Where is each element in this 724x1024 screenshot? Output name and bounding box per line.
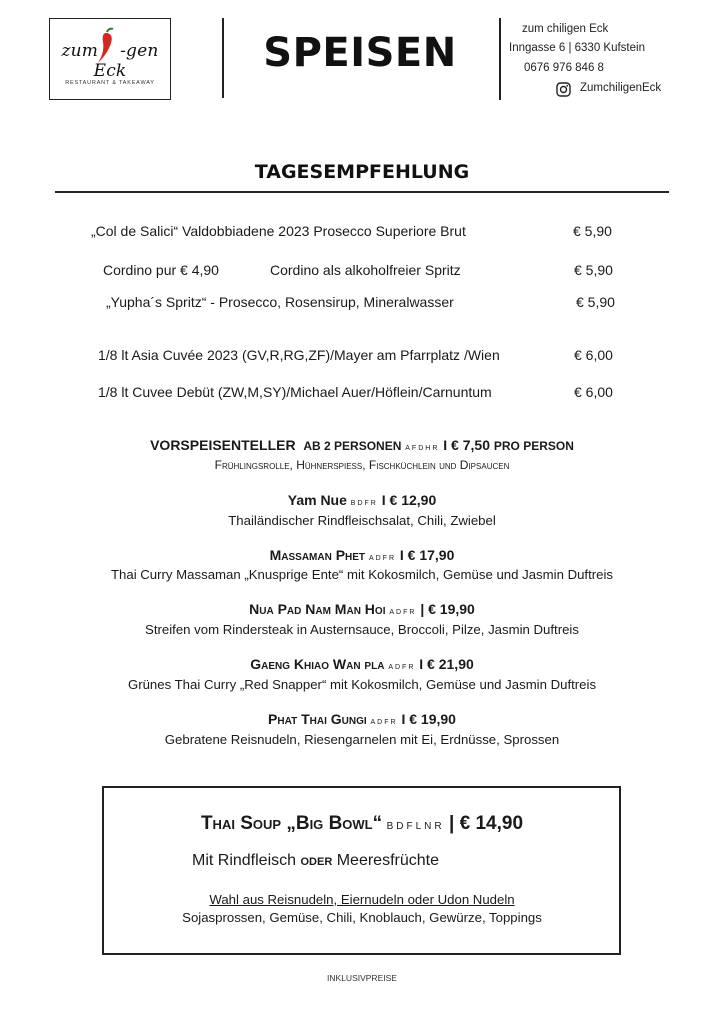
soup-option-b: Meeresfrüchte	[336, 852, 439, 869]
dish-desc: Streifen vom Rindersteak in Austernsauce, Broccoli, Pilze, Jasmin Duftreis	[145, 622, 579, 637]
soup-title-line	[0, 813, 724, 835]
allergen-codes: BDFR	[350, 500, 378, 507]
drink-name-secondary: Cordino als alkoholfreier Spritz	[270, 262, 461, 278]
dish-price: | € 19,90	[420, 601, 475, 617]
dish-title-line	[0, 656, 724, 672]
allergen-codes: AFDHR	[405, 445, 440, 452]
dish-price: I € 17,90	[399, 547, 455, 563]
drink-price: € 5,90	[576, 294, 615, 310]
starter-desc: Frühlingsrolle, Hühnerspieß, Fischküchlein und Dipsaucen	[214, 458, 510, 472]
starter-persons: AB 2 PERSONEN	[303, 439, 402, 453]
instagram-icon	[556, 82, 571, 102]
dish-price: I € 12,90	[381, 492, 437, 508]
allergen-codes: ADFR	[388, 664, 416, 671]
drink-name: 1/8 lt Cuvee Debüt (ZW,M,SY)/Michael Auer/Höflein/Carnuntum	[98, 384, 492, 400]
logo-text-right: -gen Eck	[93, 41, 159, 81]
soup-option-or: oder	[300, 852, 333, 869]
footer-note: INKLUSIVPREISE	[327, 973, 397, 983]
contact-address: Inngasse 6 | 6330 Kufstein	[509, 42, 645, 54]
drink-price: € 6,00	[574, 347, 613, 363]
dish-title-line	[0, 492, 724, 508]
allergen-codes: ADFR	[389, 609, 417, 616]
drink-price: € 6,00	[574, 384, 613, 400]
drink-name: „Yupha´s Spritz“ - Prosecco, Rosensirup, Mineralwasser	[106, 294, 454, 310]
soup-box	[102, 786, 621, 955]
drink-name: Cordino pur € 4,90	[103, 262, 219, 278]
drink-name: 1/8 lt Asia Cuvée 2023 (GV,R,RG,ZF)/Mayer am Pfarrplatz /Wien	[98, 347, 500, 363]
soup-title: Thai Soup „Big Bowl“	[200, 813, 383, 834]
dish-name: Nua Pad Nam Man Hoi	[249, 601, 386, 617]
dish-title-line	[0, 547, 724, 563]
soup-option-line	[192, 852, 439, 870]
starter-title-line	[0, 437, 724, 453]
dish-price: I € 21,90	[419, 656, 474, 672]
drink-price: € 5,90	[574, 262, 613, 278]
chili-icon	[94, 27, 118, 67]
contact-phone: 0676 976 846 8	[524, 62, 604, 74]
allergen-codes: BDFLNR	[386, 821, 445, 832]
dish-name: Yam Nue	[287, 492, 347, 508]
dish-title-line	[0, 711, 724, 727]
dish-desc: Grünes Thai Curry „Red Snapper“ mit Kokosmilch, Gemüse und Jasmin Duftreis	[127, 677, 597, 692]
starter-price: I € 7,50	[443, 437, 490, 453]
allergen-codes: ADFR	[370, 719, 398, 726]
dish-desc: Gebratene Reisnudeln, Riesengarnelen mit Ei, Erdnüsse, Sprossen	[164, 732, 560, 747]
soup-noodle-choice: Wahl aus Reisnudeln, Eiernudeln oder Udon Nudeln	[209, 892, 515, 907]
logo-subtitle: RESTAURANT & TAKEAWAY	[65, 80, 155, 86]
soup-price: | € 14,90	[449, 813, 524, 834]
soup-extras: Sojasprossen, Gemüse, Chili, Knoblauch, Gewürze, Toppings	[182, 910, 542, 925]
dish-name: Phat Thai Gungi	[268, 711, 367, 727]
allergen-codes: ADFR	[368, 555, 396, 562]
dish-price: I € 19,90	[401, 711, 456, 727]
contact-name: zum chiligen Eck	[522, 23, 609, 35]
dish-name: Massaman Phet	[269, 547, 366, 563]
starter-per-person: PRO PERSON	[493, 439, 574, 453]
starter-title: VORSPEISENTELLER	[150, 437, 296, 453]
section-title: TAGESEMPFEHLUNG	[254, 161, 470, 183]
drink-name: „Col de Salici“ Valdobbiadene 2023 Prosecco Superiore Brut	[91, 223, 466, 239]
dish-name: Gaeng Khiao Wan pla	[250, 656, 385, 672]
contact-instagram: ZumchiligenEck	[580, 82, 662, 94]
page-title: SPEISEN	[263, 30, 457, 76]
dish-title-line	[0, 601, 724, 617]
header-divider-right	[499, 18, 501, 100]
section-divider	[55, 191, 669, 193]
drink-price: € 5,90	[573, 223, 612, 239]
soup-option-a: Mit Rindfleisch	[192, 852, 297, 869]
dish-desc: Thailändischer Rindfleischsalat, Chili, Zwiebel	[228, 513, 496, 528]
logo	[49, 18, 171, 100]
header-divider-left	[222, 18, 224, 98]
logo-text-left: zum	[61, 41, 99, 61]
dish-desc: Thai Curry Massaman „Knusprige Ente“ mit Kokosmilch, Gemüse und Jasmin Duftreis	[110, 567, 614, 582]
